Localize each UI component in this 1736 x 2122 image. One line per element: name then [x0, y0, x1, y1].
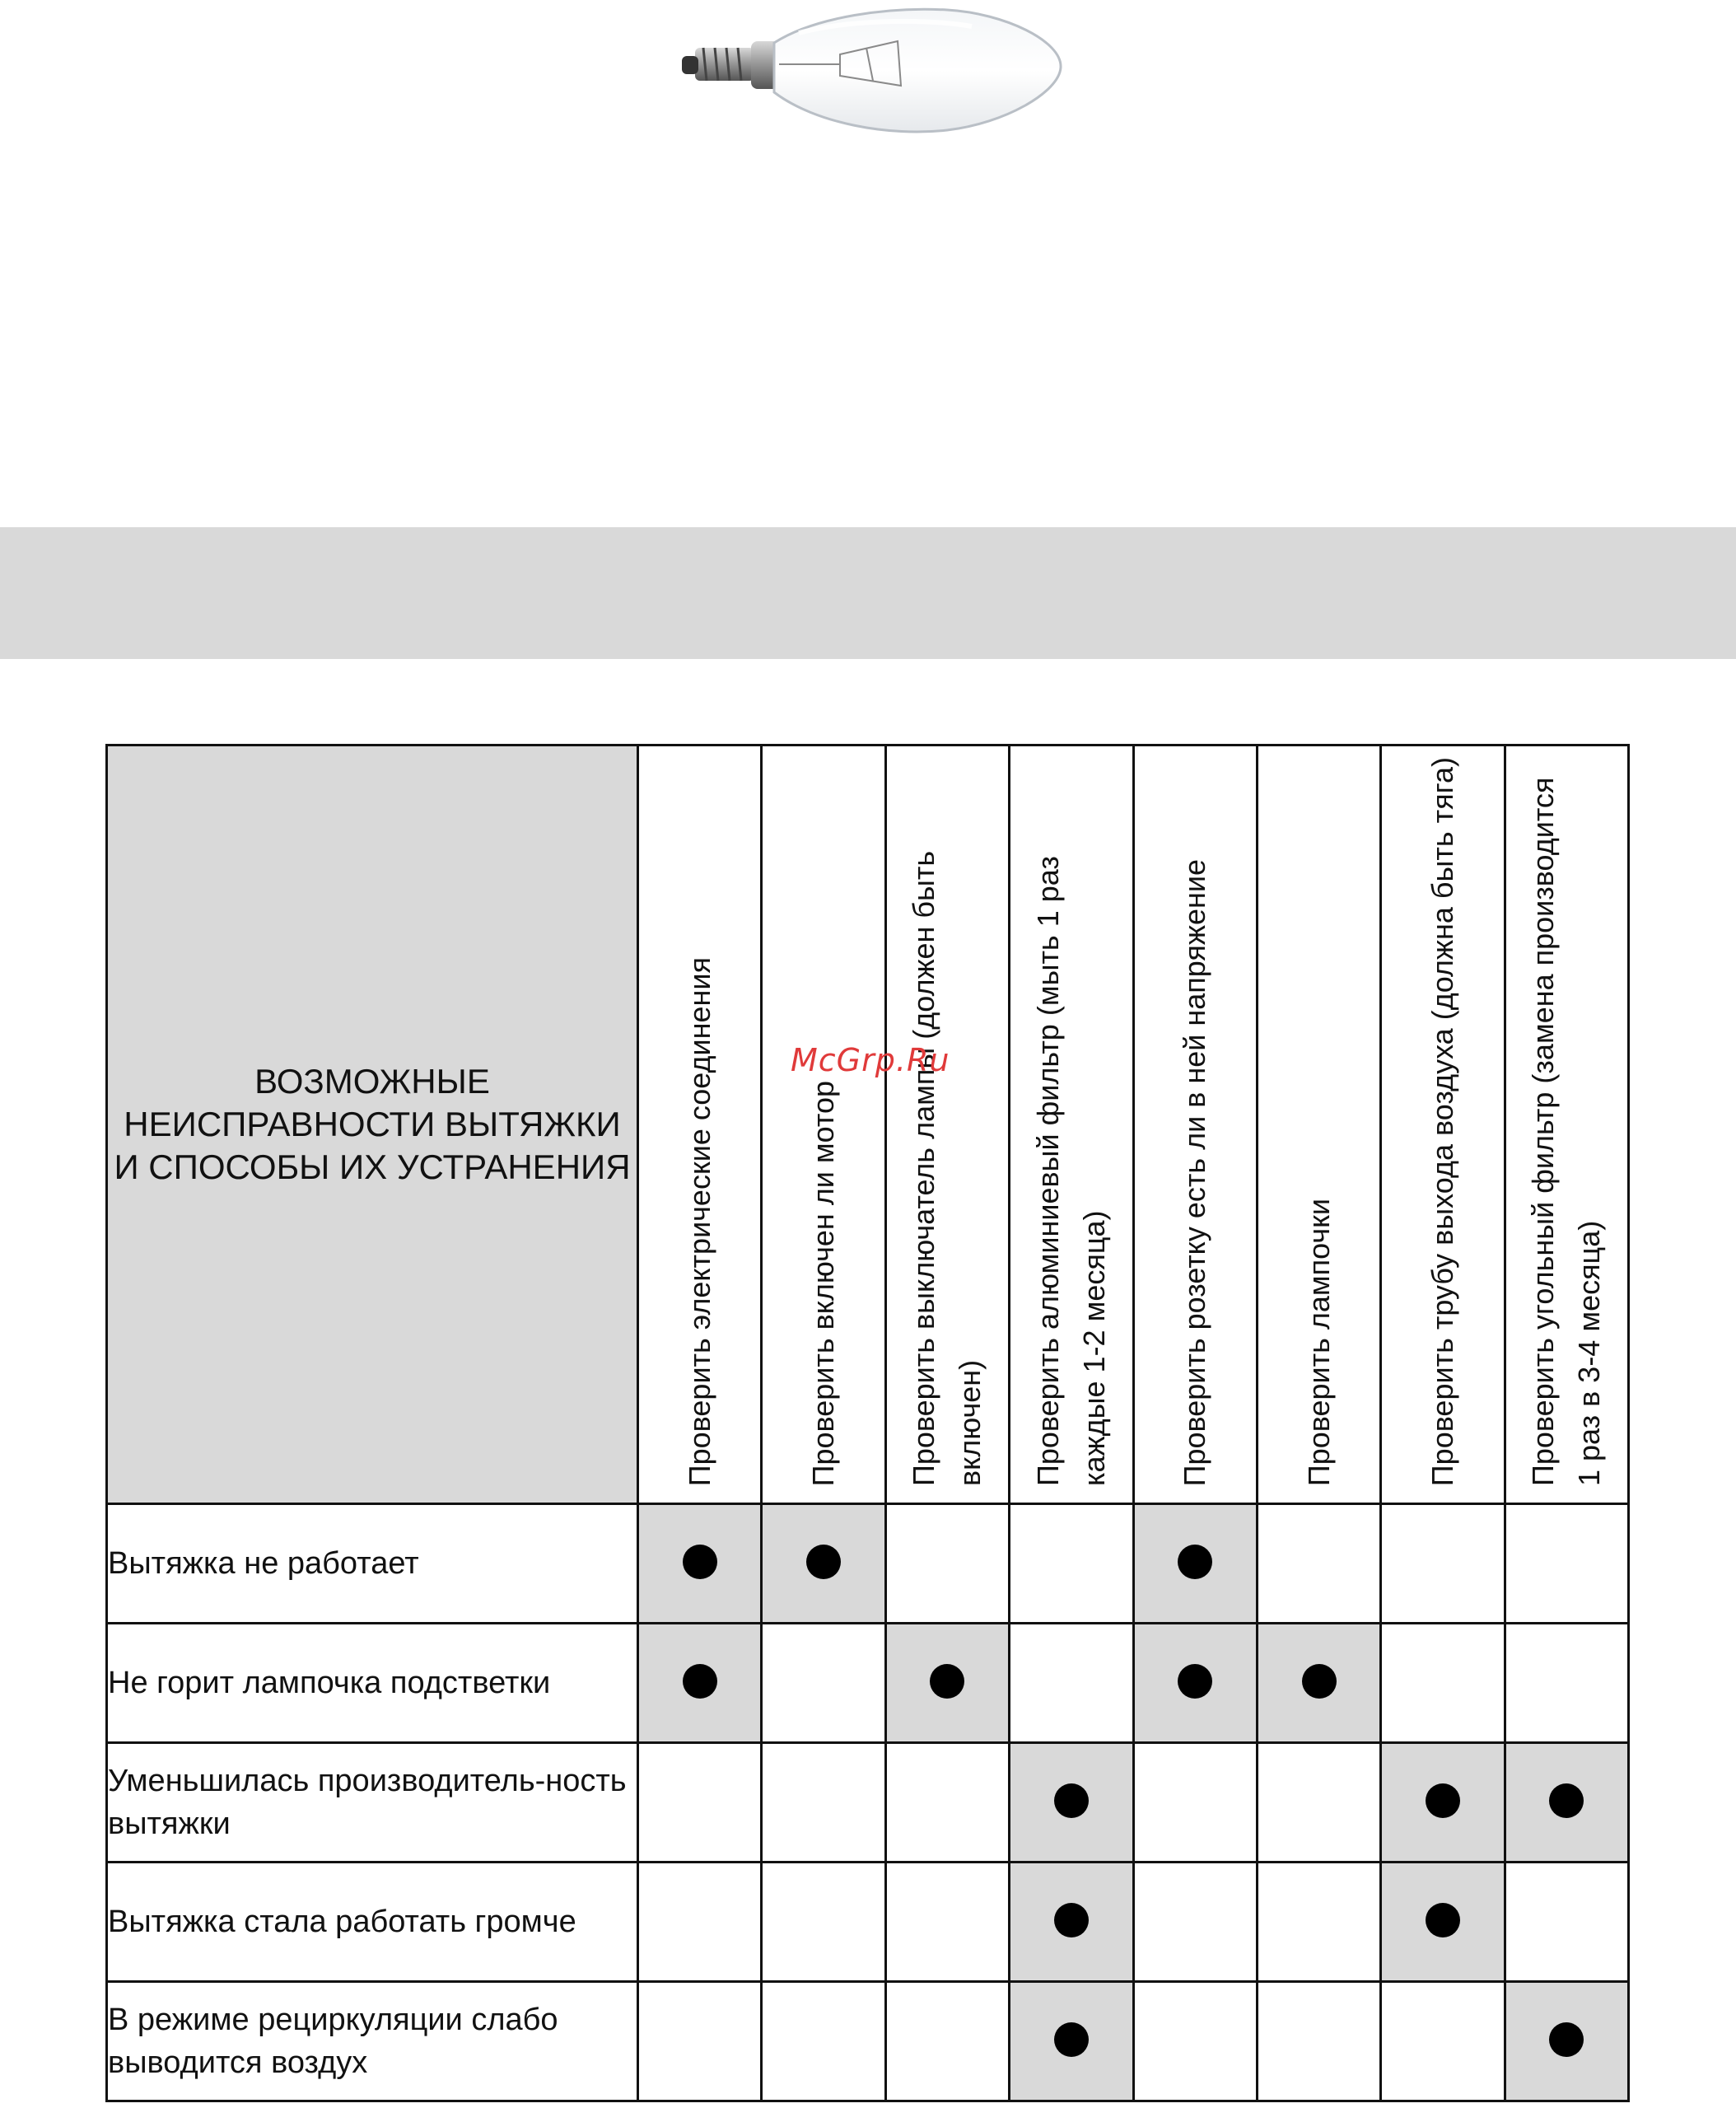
check-dot-icon — [1054, 2022, 1089, 2057]
table-cell-marked — [762, 1504, 885, 1624]
table-cell — [1133, 1863, 1257, 1982]
table-cell — [762, 1982, 885, 2101]
table-cell — [1257, 1863, 1380, 1982]
column-header — [1505, 746, 1628, 1504]
column-header-label: Проверить лампочки — [1301, 1198, 1336, 1486]
table-cell-marked — [1257, 1624, 1380, 1743]
table-cell-marked — [638, 1504, 762, 1624]
section-header-band — [0, 527, 1736, 659]
table-cell — [1381, 1982, 1505, 2101]
table-cell — [1257, 1982, 1380, 2101]
column-header-label: Проверить электрические соединения — [682, 956, 716, 1486]
column-header — [762, 746, 885, 1504]
check-dot-icon — [1178, 1545, 1212, 1579]
table-cell — [1133, 1982, 1257, 2101]
check-dot-icon — [683, 1545, 717, 1579]
table-cell — [1505, 1624, 1628, 1743]
check-dot-icon — [1549, 1783, 1584, 1818]
table-cell-marked — [885, 1624, 1009, 1743]
table-cell-marked — [1133, 1504, 1257, 1624]
column-header — [1381, 746, 1505, 1504]
row-label: Вытяжка стала работать громче — [107, 1863, 638, 1982]
table-cell — [762, 1624, 885, 1743]
check-dot-icon — [1426, 1783, 1460, 1818]
table-cell — [1257, 1743, 1380, 1863]
row-label: Не горит лампочка подстветки — [107, 1624, 638, 1743]
column-header-label: Проверить угольный фильтр (замена производится 1 раз в 3-4 месяца) — [1526, 777, 1607, 1486]
table-row — [107, 1624, 1629, 1743]
column-header-label: Проверить включен ли мотор — [806, 1080, 841, 1486]
table-row — [107, 1982, 1629, 2101]
table-cell — [885, 1863, 1009, 1982]
table-cell — [638, 1743, 762, 1863]
table-cell — [762, 1863, 885, 1982]
check-dot-icon — [1302, 1664, 1337, 1699]
check-dot-icon — [806, 1545, 841, 1579]
table-cell — [885, 1982, 1009, 2101]
table-cell — [1257, 1504, 1380, 1624]
row-label: В режиме рециркуляции слабо выводится воздух — [107, 1982, 638, 2101]
column-header-label: Проверить розетку есть ли в ней напряжение — [1178, 858, 1212, 1486]
check-dot-icon — [1054, 1903, 1089, 1937]
table-row — [107, 1863, 1629, 1982]
table-cell — [1381, 1504, 1505, 1624]
table-row — [107, 1504, 1629, 1624]
table-cell-marked — [1133, 1624, 1257, 1743]
watermark: McGrp.Ru — [791, 1042, 950, 1078]
check-dot-icon — [683, 1664, 717, 1699]
table-cell — [1505, 1863, 1628, 1982]
column-header — [1257, 746, 1380, 1504]
table-cell-marked — [1381, 1743, 1505, 1863]
column-header — [1010, 746, 1133, 1504]
table-cell — [1381, 1624, 1505, 1743]
table-row — [107, 1743, 1629, 1863]
row-label: Вытяжка не работает — [107, 1504, 638, 1624]
table-cell-marked — [1010, 1982, 1133, 2101]
table-cell-marked — [1505, 1743, 1628, 1863]
column-header-label: Проверить выключатель лампы (должен быть включен) — [907, 850, 987, 1486]
check-dot-icon — [1549, 2022, 1584, 2057]
troubleshooting-table — [105, 744, 1630, 2102]
check-dot-icon — [1426, 1903, 1460, 1937]
table-cell — [1010, 1504, 1133, 1624]
row-label: Уменьшилась производитель-ность вытяжки — [107, 1743, 638, 1863]
table-cell — [885, 1743, 1009, 1863]
column-header — [638, 746, 762, 1504]
table-cell-marked — [1010, 1863, 1133, 1982]
table-corner-title: ВОЗМОЖНЫЕ НЕИСПРАВНОСТИ ВЫТЯЖКИ И СПОСОБЫ ИХ УСТРАНЕНИЯ — [107, 746, 638, 1504]
table-cell-marked — [1505, 1982, 1628, 2101]
table-cell — [885, 1504, 1009, 1624]
table-header-row — [107, 746, 1629, 1504]
table-cell — [638, 1863, 762, 1982]
table-cell — [1133, 1743, 1257, 1863]
column-header-label: Проверить трубу выхода воздуха (должна быть тяга) — [1425, 756, 1459, 1486]
table-cell — [762, 1743, 885, 1863]
table-cell-marked — [1381, 1863, 1505, 1982]
check-dot-icon — [1178, 1664, 1212, 1699]
check-dot-icon — [930, 1664, 964, 1699]
table-cell — [1505, 1504, 1628, 1624]
check-dot-icon — [1054, 1783, 1089, 1818]
column-header — [1133, 746, 1257, 1504]
table-cell-marked — [1010, 1743, 1133, 1863]
light-bulb-illustration — [675, 0, 1071, 152]
table-cell — [638, 1982, 762, 2101]
column-header — [885, 746, 1009, 1504]
table-cell — [1010, 1624, 1133, 1743]
table-cell-marked — [638, 1624, 762, 1743]
column-header-label: Проверить алюминиевый фильтр (мыть 1 раз каждые 1-2 месяца) — [1030, 856, 1111, 1486]
